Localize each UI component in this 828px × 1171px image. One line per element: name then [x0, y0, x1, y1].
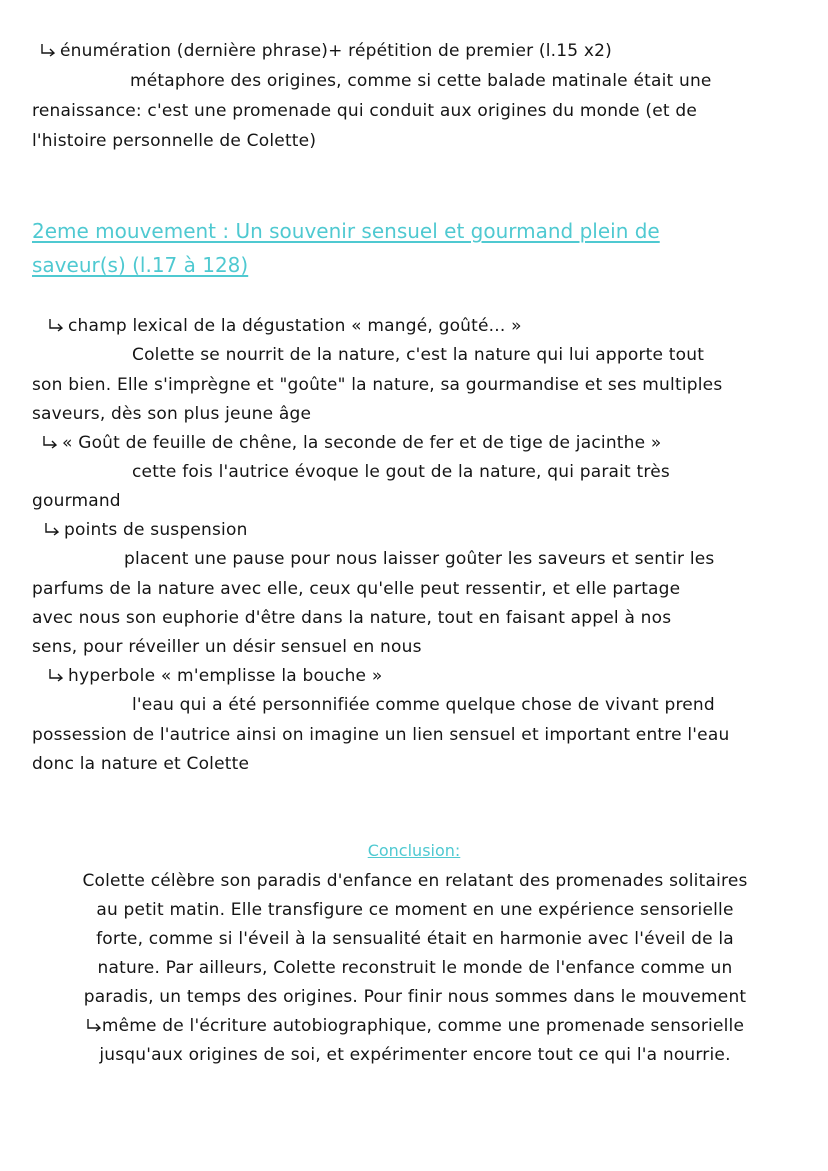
- conclusion-line-1: Colette célèbre son paradis d'enfance en relatant des promenades solitaires: [82, 871, 748, 891]
- item-label-hyperbole: hyperbole « m'emplisse la bouche »: [48, 665, 382, 687]
- item4-line-3: donc la nature et Colette: [32, 754, 250, 774]
- item1-line-2: son bien. Elle s'imprègne et "goûte" la nature, sa gourmandise et ses multiples: [32, 375, 723, 395]
- intro-arrow-line: énumération (dernière phrase)+ répétition de premier (l.15 x2): [40, 40, 612, 62]
- conclusion-line-6: même de l'écriture autobiographique, comme une promenade sensorielle: [30, 1015, 800, 1037]
- arrow-icon: [44, 522, 60, 536]
- arrow-icon: [86, 1018, 102, 1032]
- item3-line-1: placent une pause pour nous laisser goûter les saveurs et sentir les: [124, 549, 715, 569]
- item1-line-1: Colette se nourrit de la nature, c'est la nature qui lui apporte tout: [132, 345, 705, 365]
- item-label-suspension-points: points de suspension: [44, 519, 248, 541]
- conclusion-line-4: nature. Par ailleurs, Colette reconstruit le monde de l'enfance comme un: [97, 958, 733, 978]
- section-heading-line-1: 2eme mouvement : Un souvenir sensuel et gourmand plein de: [32, 219, 660, 243]
- item4-line-2: possession de l'autrice ainsi on imagine un lien sensuel et important entre l'eau: [32, 725, 730, 745]
- item2-line-2: gourmand: [32, 491, 121, 511]
- item2-line-1: cette fois l'autrice évoque le gout de la nature, qui parait très: [132, 462, 670, 482]
- conclusion-line-5: paradis, un temps des origines. Pour finir nous sommes dans le mouvement: [83, 987, 747, 1007]
- conclusion-line-7: jusqu'aux origines de soi, et expérimenter encore tout ce qui l'a nourrie.: [99, 1045, 731, 1065]
- section-heading-line-2: saveur(s) (l.17 à 128): [32, 253, 249, 277]
- conclusion-title: Conclusion:: [367, 841, 461, 860]
- arrow-icon: [48, 318, 64, 332]
- item3-line-3: avec nous son euphorie d'être dans la nature, tout en faisant appel à nos: [32, 608, 672, 628]
- item1-line-3: saveurs, dès son plus jeune âge: [32, 404, 312, 424]
- arrow-icon: [40, 43, 56, 57]
- intro-line-1: métaphore des origines, comme si cette balade matinale était une: [130, 71, 712, 91]
- item3-line-2: parfums de la nature avec elle, ceux qu'elle peut ressentir, et elle partage: [32, 579, 681, 599]
- item3-line-4: sens, pour réveiller un désir sensuel en nous: [32, 637, 422, 657]
- arrow-icon: [48, 668, 64, 682]
- intro-line-2: renaissance: c'est une promenade qui conduit aux origines du monde (et de: [32, 101, 698, 121]
- conclusion-line-2: au petit matin. Elle transfigure ce moment en une expérience sensorielle: [96, 900, 734, 920]
- intro-line-3: l'histoire personnelle de Colette): [32, 131, 317, 151]
- item-label-lexical-field: champ lexical de la dégustation « mangé, goûté... »: [48, 315, 522, 337]
- item-label-quote: « Goût de feuille de chêne, la seconde de fer et de tige de jacinthe »: [42, 432, 662, 454]
- conclusion-line-3: forte, comme si l'éveil à la sensualité était en harmonie avec l'éveil de la: [96, 929, 734, 949]
- arrow-icon: [42, 435, 58, 449]
- item4-line-1: l'eau qui a été personnifiée comme quelque chose de vivant prend: [132, 695, 715, 715]
